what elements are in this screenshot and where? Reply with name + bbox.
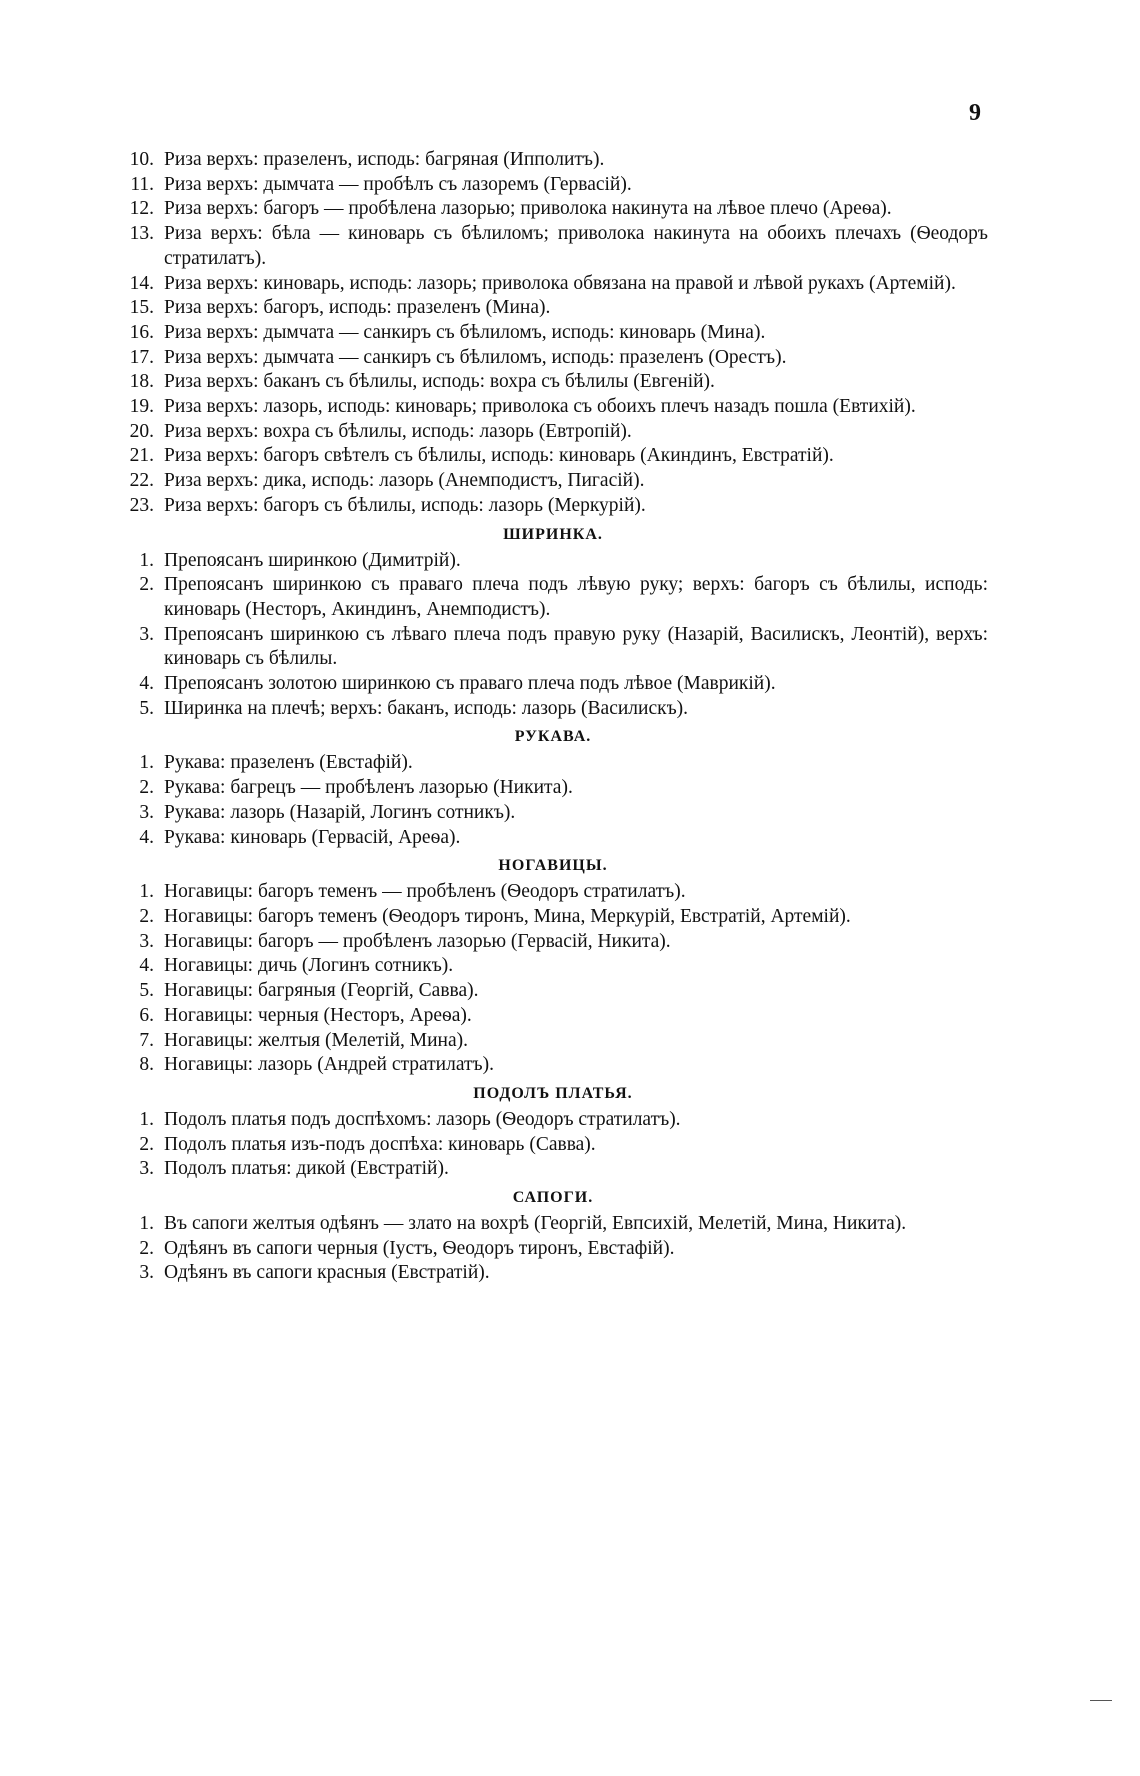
item-text: Риза верхъ: багоръ, исподь: празеленъ (Мина). — [164, 297, 551, 319]
list-item — [118, 776, 988, 801]
item-text: Ногавицы: дичь (Логинъ сотникъ). — [164, 955, 454, 977]
item-text: Рукава: празеленъ (Евстафій). — [164, 752, 413, 774]
list-item — [118, 321, 988, 346]
item-text: Въ сапоги желтыя одѣянъ — злато на вохрѣ (Георгій, Евпсихій, Мелетій, Мина, Никита). — [164, 1213, 907, 1235]
list-item — [118, 1004, 988, 1029]
list-item — [118, 1133, 988, 1158]
item-number: 1. — [139, 549, 154, 571]
list-item — [118, 1053, 988, 1078]
item-number: 1. — [139, 752, 154, 774]
item-text: Риза верхъ: лазорь, исподь: киноварь; приволока съ обоихъ плечъ назадъ пошла (Евтихій). — [164, 396, 916, 418]
list-item — [118, 197, 988, 222]
item-number: 3. — [139, 623, 154, 645]
list-item — [118, 395, 988, 420]
section-heading: САПОГИ. — [512, 1189, 594, 1207]
margin-mark — [1090, 1700, 1112, 1701]
item-number: 23. — [129, 494, 154, 516]
item-text: Препоясанъ ширинкою съ лѣваго плеча подъ правую руку (Назарій, Василискъ, Леонтій), верхъ: киноварь съ бѣлилы. — [164, 623, 988, 670]
item-number: 19. — [129, 396, 154, 418]
item-number: 11. — [130, 173, 154, 195]
item-text: Ширинка на плечѣ; верхъ: баканъ, исподь: лазорь (Василискъ). — [164, 697, 689, 719]
item-text: Одѣянъ въ сапоги красныя (Евстратій). — [164, 1262, 490, 1284]
item-text: Рукава: лазорь (Назарій, Логинъ сотникъ). — [164, 801, 516, 823]
item-text: Подолъ платья изъ-подъ доспѣха: киноварь (Савва). — [164, 1133, 596, 1155]
item-text: Ногавицы: черныя (Несторъ, Ареѳа). — [164, 1004, 472, 1026]
item-text: Ногавицы: багоръ теменъ (Ѳеодоръ тиронъ, Мина, Меркурій, Евстратій, Артемій). — [164, 905, 851, 927]
item-text: Риза верхъ: киноварь, исподь: лазорь; приволока обвязана на правой и лѣвой рукахъ (Артемій). — [164, 272, 956, 294]
item-text: Риза верхъ: дымчата — пробѣлъ съ лазоремъ (Гервасій). — [164, 173, 632, 195]
page-body — [118, 148, 988, 1286]
list-item — [118, 549, 988, 574]
list-item — [118, 148, 988, 173]
item-text: Ногавицы: желтыя (Мелетій, Мина). — [164, 1029, 469, 1051]
list-item — [118, 697, 988, 722]
section-heading: НОГАВИЦЫ. — [498, 857, 608, 875]
list-item — [118, 880, 988, 905]
item-number: 3. — [139, 1262, 154, 1284]
item-number: 6. — [139, 1004, 154, 1026]
item-number: 3. — [139, 930, 154, 952]
item-text: Риза верхъ: дымчата — санкиръ съ бѣлиломъ, исподь: празеленъ (Орестъ). — [164, 346, 787, 368]
list-item — [118, 751, 988, 776]
list-item — [118, 1108, 988, 1133]
section-heading: ШИРИНКА. — [503, 525, 603, 543]
page-number: 9 — [969, 100, 981, 126]
item-number: 15. — [129, 297, 154, 319]
item-text: Риза верхъ: вохра съ бѣлилы, исподь: лазорь (Евтропій). — [164, 420, 632, 442]
list-item — [118, 370, 988, 395]
list-item — [118, 1212, 988, 1237]
item-text: Риза верхъ: дика, исподь: лазорь (Анемподистъ, Пигасій). — [164, 470, 645, 492]
item-text: Ногавицы: лазорь (Андрей стратилатъ). — [164, 1054, 494, 1076]
item-text: Риза верхъ: празеленъ, исподь: багряная (Ипполитъ). — [164, 149, 605, 170]
item-text: Подолъ платья подъ доспѣхомъ: лазорь (Ѳеодоръ стратилатъ). — [164, 1108, 681, 1130]
list-item — [118, 420, 988, 445]
item-number: 2. — [139, 574, 154, 596]
item-number: 17. — [129, 346, 154, 368]
item-number: 4. — [139, 955, 154, 977]
item-number: 7. — [139, 1029, 154, 1051]
list-item — [118, 469, 988, 494]
list-item — [118, 954, 988, 979]
item-number: 13. — [129, 223, 154, 245]
item-number: 22. — [129, 470, 154, 492]
item-text: Рукава: киноварь (Гервасій, Ареѳа). — [164, 826, 461, 848]
item-number: 10. — [129, 149, 154, 170]
item-number: 14. — [129, 272, 154, 294]
item-number: 12. — [129, 198, 154, 220]
list-item — [118, 296, 988, 321]
list-item — [118, 905, 988, 930]
item-text: Препоясанъ ширинкою (Димитрій). — [164, 549, 461, 571]
list-item — [118, 494, 988, 519]
item-number: 2. — [139, 905, 154, 927]
item-number: 2. — [139, 777, 154, 799]
item-number: 21. — [129, 445, 154, 467]
list-item — [118, 222, 988, 271]
list-item — [118, 826, 988, 851]
list-item — [118, 444, 988, 469]
item-number: 18. — [129, 371, 154, 393]
section-heading: РУКАВА. — [514, 728, 592, 746]
item-text: Препоясанъ ширинкою съ праваго плеча подъ лѣвую руку; верхъ: багоръ съ бѣлилы, исподь: киноварь (Несторъ, Акиндинъ, Анемподистъ). — [164, 574, 988, 620]
item-text: Риза верхъ: бѣла — киноварь съ бѣлиломъ; приволока накинута на обоихъ плечахъ (Ѳеодоръ стратилатъ). — [164, 223, 988, 269]
list-item — [118, 1157, 988, 1182]
item-text: Препоясанъ золотою ширинкою съ праваго плеча подъ лѣвое (Маврикій). — [164, 673, 776, 695]
item-text: Риза верхъ: дымчата — санкиръ съ бѣлиломъ, исподь: киноварь (Мина). — [164, 321, 766, 343]
item-number: 5. — [139, 697, 154, 719]
item-number: 3. — [139, 801, 154, 823]
list-item — [118, 1237, 988, 1262]
item-number: 1. — [139, 881, 154, 903]
item-number: 4. — [139, 826, 154, 848]
item-text: Риза верхъ: баканъ съ бѣлилы, исподь: вохра съ бѣлилы (Евгеній). — [164, 371, 715, 393]
list-item — [118, 1029, 988, 1054]
list-item — [118, 346, 988, 371]
item-number: 1. — [139, 1213, 154, 1235]
item-number: 2. — [139, 1237, 154, 1259]
item-number: 5. — [139, 980, 154, 1002]
list-item — [118, 1261, 988, 1286]
list-item — [118, 573, 988, 622]
list-item — [118, 930, 988, 955]
list-item — [118, 801, 988, 826]
item-number: 20. — [129, 420, 154, 442]
list-item — [118, 979, 988, 1004]
item-text: Подолъ платья: дикой (Евстратій). — [164, 1158, 449, 1180]
section-heading: ПОДОЛЪ ПЛАТЬЯ. — [473, 1084, 633, 1102]
item-text: Риза верхъ: багоръ съ бѣлилы, исподь: лазорь (Меркурій). — [164, 494, 646, 516]
item-text: Рукава: багрецъ — пробѣленъ лазорью (Никита). — [164, 777, 573, 799]
item-text: Ногавицы: багоръ теменъ — пробѣленъ (Ѳеодоръ стратилатъ). — [164, 881, 686, 903]
item-number: 8. — [139, 1054, 154, 1076]
item-number: 4. — [139, 673, 154, 695]
item-text: Ногавицы: багряныя (Георгій, Савва). — [164, 980, 479, 1002]
item-text: Ногавицы: багоръ — пробѣленъ лазорью (Гервасій, Никита). — [164, 930, 671, 952]
item-text: Одѣянъ въ сапоги черныя (Іустъ, Ѳеодоръ тиронъ, Евстафій). — [164, 1237, 675, 1259]
item-text: Риза верхъ: багоръ свѣтелъ съ бѣлилы, исподь: киноварь (Акиндинъ, Евстратій). — [164, 445, 834, 467]
item-number: 16. — [129, 321, 154, 343]
list-item — [118, 173, 988, 198]
item-number: 1. — [139, 1108, 154, 1130]
item-number: 3. — [139, 1158, 154, 1180]
list-item — [118, 272, 988, 297]
item-number: 2. — [139, 1133, 154, 1155]
list-item — [118, 672, 988, 697]
list-item — [118, 623, 988, 672]
item-text: Риза верхъ: багоръ — пробѣлена лазорью; приволока накинута на лѣвое плечо (Ареѳа). — [164, 198, 892, 220]
